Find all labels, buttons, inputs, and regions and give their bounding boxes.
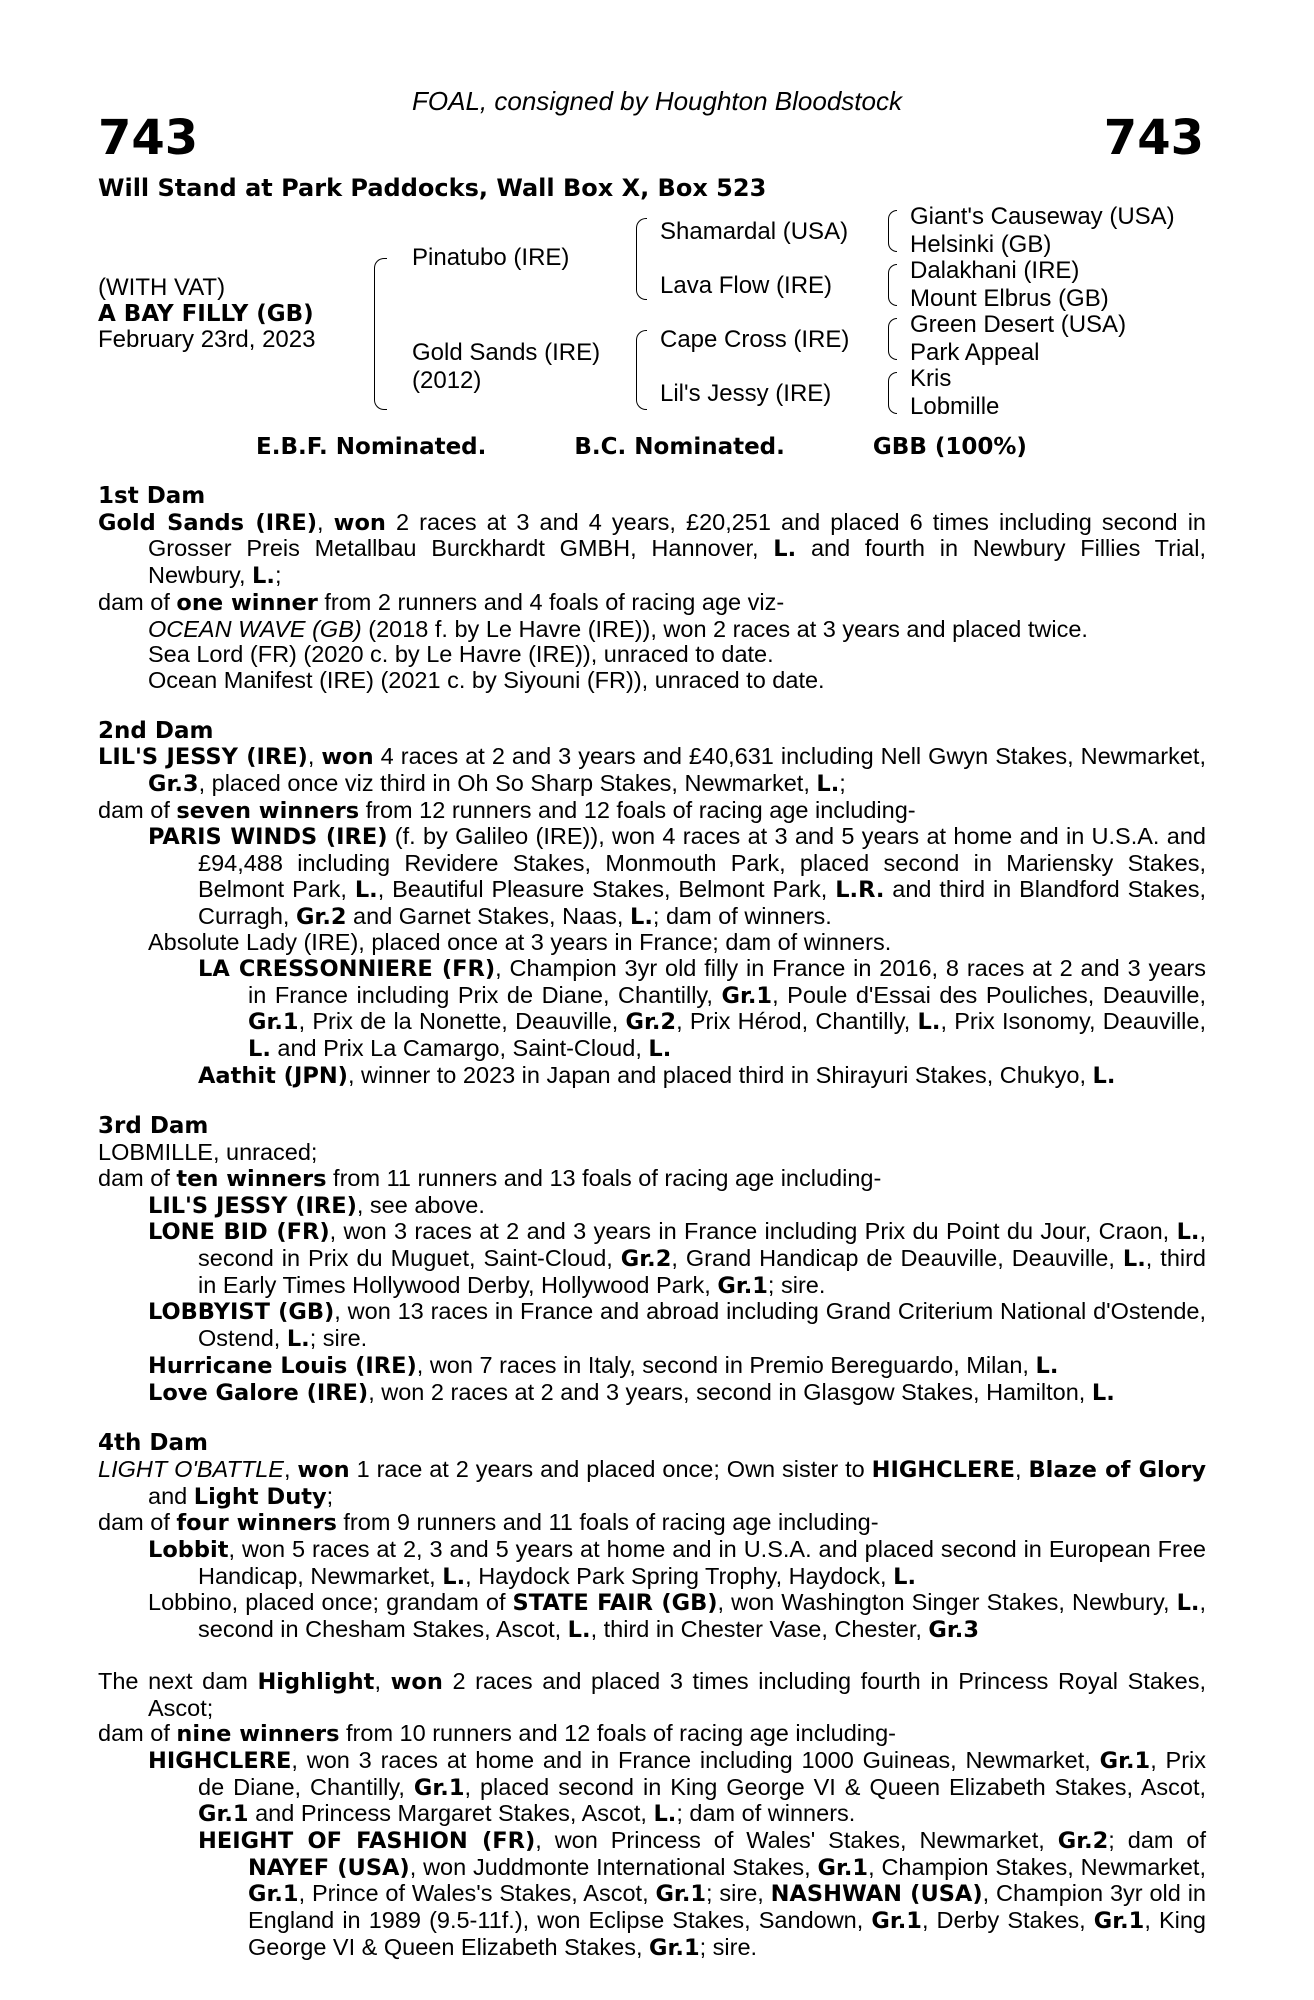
second-dam-foal-2: Absolute Lady (IRE), placed once at 3 years in France; dam of winners. (148, 929, 892, 956)
sire-dam: Lava Flow (IRE) (660, 272, 833, 299)
brace-g56 (888, 318, 897, 360)
third-dam-foal-5: Love Galore (IRE), won 2 races at 2 and 3 years, second in Glasgow Stakes, Hamilton, L. (148, 1378, 1115, 1406)
next-dam-entry: The next dam Highlight, won 2 races and placed 3 times including fourth in Princess Royal Stakes, Ascot; (98, 1667, 1207, 1721)
next-dam-granddaughter-1: HEIGHT OF FASHION (FR), won Princess of Wales' Stakes, Newmarket, Gr.2; dam of NAYEF (USA), won Juddmonte International Stakes, Gr.1, Champion Stakes, Newmarket, Gr.1, Prince of Wales's Stakes, Ascot, Gr.1; sire, NASHWAN (USA), Champion 3yr old in England in 1989 (9.5-11f.), won Eclipse Stakes, Sandown, Gr.1, Derby Stakes, Gr.1, King George VI & Queen Elizabeth Stakes, Gr.1; sire. (198, 1827, 1206, 1961)
brace-g34 (888, 264, 897, 306)
first-dam-heading: 1st Dam (98, 483, 206, 509)
grandsire-5: Green Desert (USA) (910, 311, 1127, 338)
sire-name: Pinatubo (IRE) (412, 244, 570, 271)
sire-sire: Shamardal (USA) (660, 218, 849, 245)
fourth-dam-foal-1: Lobbit, won 5 races at 2, 3 and 5 years at home and in U.S.A. and placed second in European Free Handicap, Newmarket, L., Haydock Park Spring Trophy, Haydock, L. (148, 1536, 1206, 1590)
third-dam-entry: LOBMILLE, unraced; (98, 1139, 318, 1166)
second-dam-granddaughter-1: LA CRESSONNIERE (FR), Champion 3yr old filly in France in 2016, 8 races at 2 and 3 years in France including Prix de Diane, Chantilly, Gr.1, Poule d'Essai des Pouliches, Deauville, Gr.1, Prix de la Nonette, Deauville, Gr.2, Prix Hérod, Chantilly, L., Prix Isonomy, Deauville, L. and Prix La Camargo, Saint-Cloud, L. (198, 954, 1206, 1063)
first-dam-foal-2: Sea Lord (FR) (2020 c. by Le Havre (IRE)), unraced to date. (148, 641, 774, 668)
gbb-percent: GBB (100%) (872, 434, 1027, 460)
first-dam-foal-3: Ocean Manifest (IRE) (2021 c. by Siyouni (FR)), unraced to date. (148, 666, 825, 693)
grandsire-6: Park Appeal (910, 339, 1040, 366)
third-dam-foal-1: LIL'S JESSY (IRE), see above. (148, 1191, 485, 1219)
third-dam-produce: dam of ten winners from 11 runners and 13 foals of racing age including- (98, 1164, 882, 1192)
second-dam-produce: dam of seven winners from 12 runners and 12 foals of racing age including- (98, 796, 916, 824)
lot-number-left: 743 (98, 110, 199, 166)
third-dam-foal-4: Hurricane Louis (IRE), won 7 races in Italy, second in Premio Bereguardo, Milan, L. (148, 1351, 1059, 1379)
dam-name: Gold Sands (IRE) (412, 339, 601, 366)
grandsire-3: Dalakhani (IRE) (910, 257, 1080, 284)
third-dam-foal-2: LONE BID (FR), won 3 races at 2 and 3 years in France including Prix du Point du Jour, Craon, L., second in Prix du Muguet, Saint-Cloud, Gr.2, Grand Handicap de Deauville, Deauville, L., third in Early Times Hollywood Derby, Hollywood Park, Gr.1; sire. (148, 1218, 1207, 1299)
foaling-date: February 23rd, 2023 (98, 326, 316, 353)
brace-horse (374, 258, 387, 410)
dam-dam: Lil's Jessy (IRE) (660, 380, 832, 407)
nominations-line (256, 434, 1107, 460)
dam-sire: Cape Cross (IRE) (660, 326, 850, 353)
dam-year: (2012) (412, 367, 482, 394)
brace-sire (636, 218, 647, 300)
grandsire-1: Giant's Causeway (USA) (910, 203, 1175, 230)
fourth-dam-heading: 4th Dam (98, 1430, 208, 1457)
stand-location: Will Stand at Park Paddocks, Wall Box X, Box 523 (98, 174, 767, 202)
grandsire-7: Kris (910, 365, 952, 392)
third-dam-foal-3: LOBBYIST (GB), won 13 races in France and abroad including Grand Criterium National d'Ostende, Ostend, L.; sire. (148, 1298, 1206, 1353)
next-dam-foal-1: HIGHCLERE, won 3 races at home and in France including 1000 Guineas, Newmarket, Gr.1, Prix de Diane, Chantilly, Gr.1, placed second in King George VI & Queen Elizabeth Stakes, Ascot, Gr.1 and Princess Margaret Stakes, Ascot, L.; dam of winners. (148, 1746, 1207, 1828)
next-dam-produce: dam of nine winners from 10 runners and 12 foals of racing age including- (98, 1720, 896, 1748)
grandsire-2: Helsinki (GB) (910, 231, 1052, 258)
third-dam-heading: 3rd Dam (98, 1113, 209, 1140)
brace-dam (636, 330, 647, 410)
ebf-nominated: E.B.F. Nominated. (256, 434, 487, 460)
first-dam-foal-1: OCEAN WAVE (GB) (2018 f. by Le Havre (IRE)), won 2 races at 3 years and placed twice. (148, 615, 1088, 642)
consignor-line: FOAL, consigned by Houghton Bloodstock (412, 86, 902, 116)
grandsire-8: Lobmille (910, 393, 1000, 420)
fourth-dam-entry: LIGHT O'BATTLE, won 1 race at 2 years and placed once; Own sister to HIGHCLERE, Blaze of Glory and Light Duty; (98, 1455, 1206, 1510)
second-dam-entry: LIL'S JESSY (IRE), won 4 races at 2 and 3 years and £40,631 including Nell Gwyn Stakes, Newmarket, Gr.3, placed once viz third in Oh So Sharp Stakes, Newmarket, L.; (98, 743, 1206, 798)
brace-g78 (888, 372, 897, 414)
bc-nominated: B.C. Nominated. (574, 434, 785, 460)
brace-g12 (888, 210, 897, 252)
produce-record (98, 484, 1206, 1962)
horse-name: A BAY FILLY (GB) (98, 301, 314, 327)
first-dam-entry: Gold Sands (IRE), won 2 races at 3 and 4 years, £20,251 and placed 6 times including second in Grosser Preis Metallbau Burckhardt GMBH, Hannover, L. and fourth in Newbury Fillies Trial, Newbury, L.; (98, 508, 1206, 590)
second-dam-granddaughter-2: Aathit (JPN), winner to 2023 in Japan and placed third in Shirayuri Stakes, Chukyo, L. (198, 1061, 1116, 1089)
fourth-dam-foal-2: Lobbino, placed once; grandam of STATE FAIR (GB), won Washington Singer Stakes, Newbury, L., second in Chesham Stakes, Ascot, L., third in Chester Vase, Chester, Gr.3 (148, 1589, 1206, 1644)
fourth-dam-produce: dam of four winners from 9 runners and 11 foals of racing age including- (98, 1509, 879, 1537)
grandsire-4: Mount Elbrus (GB) (910, 285, 1109, 312)
lot-number-right: 743 (1103, 110, 1204, 166)
second-dam-foal-1: PARIS WINDS (IRE) (f. by Galileo (IRE)), won 4 races at 3 and 5 years at home and in U.S.A. and £94,488 including Revidere Stakes, Monmouth Park, placed second in Mariensky Stakes, Belmont Park, L., Beautiful Pleasure Stakes, Belmont Park, L.R. and third in Blandford Stakes, Curragh, Gr.2 and Garnet Stakes, Naas, L.; dam of winners. (148, 823, 1206, 930)
second-dam-heading: 2nd Dam (98, 717, 214, 744)
vat-note: (WITH VAT) (98, 274, 226, 301)
first-dam-produce: dam of one winner from 2 runners and 4 foals of racing age viz- (98, 588, 785, 616)
